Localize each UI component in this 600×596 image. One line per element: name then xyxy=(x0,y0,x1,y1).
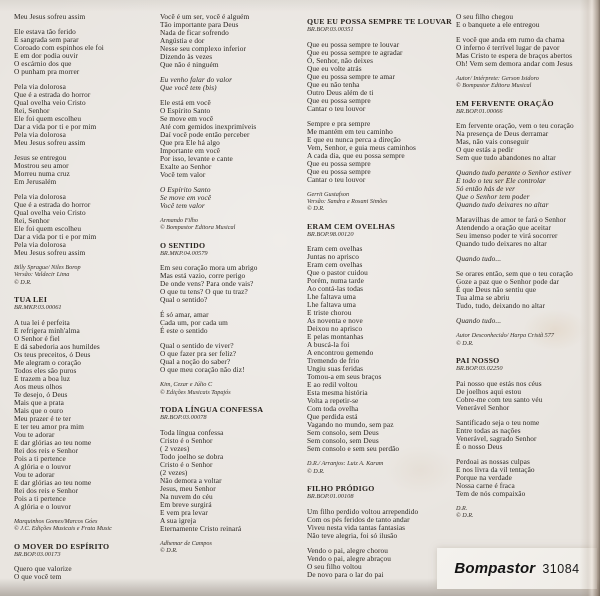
lyric-line: O inferno é terrível lugar de pavor xyxy=(456,43,560,52)
lyric-line: A encontrou gemendo xyxy=(307,348,374,358)
lyric-line: Em breve surgirá xyxy=(160,499,212,509)
song-title: TUA LEI xyxy=(14,295,48,305)
lyric-line: Tudo, tudo, deixando no altar xyxy=(456,301,545,311)
lyric-line: Te desejo, ó Deus xyxy=(14,389,68,399)
credit-line: © Edições Musicais Tapajós xyxy=(160,388,231,396)
lyric-line: O que tu tens? O que tu traz? xyxy=(160,287,248,297)
lyric-line: De novo para o lar do pai xyxy=(307,569,384,579)
lyrics-stanza xyxy=(160,342,302,374)
credit-line: D.R. xyxy=(456,504,468,512)
song-title: ERAM CEM OVELHAS xyxy=(307,221,396,231)
lyric-line: Me alegram o coração xyxy=(14,357,82,367)
lyric-line: Quero que valorize xyxy=(14,564,72,574)
song-title: FILHO PRÓDIGO xyxy=(307,484,375,494)
lyric-line: Você tem valor xyxy=(160,201,205,210)
lyric-line: Tremendo de frio xyxy=(307,356,360,366)
lyric-line: O seu filho voltou xyxy=(307,561,362,571)
lyric-line: Pai nosso que estás nos céus xyxy=(456,378,542,388)
lyric-line: Que eu possa sempre xyxy=(307,158,371,168)
credit-line: Autor Desconhecido/ Harpa Cristã 577 xyxy=(456,332,554,340)
lyrics-column-3 xyxy=(307,13,452,586)
lyric-line: Lhe faltava uma xyxy=(307,292,356,302)
credit-line: Billy Sprague/ Niles Borop xyxy=(14,264,81,271)
lyric-line: Que perdida está xyxy=(307,412,358,422)
lyric-line: Pela via dolorosa xyxy=(14,130,66,139)
lyric-line: Aos meus olhos xyxy=(14,381,63,391)
lyric-line: E o banquete a ele entregou xyxy=(456,20,540,29)
lyric-line: Mais que o ouro xyxy=(14,405,64,415)
credit-line: D.R./ Arranjos: Luiz A. Karam xyxy=(307,460,384,468)
song-credits xyxy=(456,332,598,347)
lyric-line: Seu imenso poder te virá socorrer xyxy=(456,231,558,241)
lyric-line: Quando tudo deixares no altar xyxy=(456,200,549,210)
lyric-line: É este o sentido xyxy=(160,326,208,336)
credit-line: © D.R. xyxy=(14,278,32,286)
credit-line: © J.C. Edições Musicais e Frata Music xyxy=(14,525,112,533)
lyrics-stanza xyxy=(307,547,449,579)
lyric-line: Outro Deus além de ti xyxy=(307,87,374,97)
lyric-line: Meu Jesus sofreu assim xyxy=(14,12,86,21)
lyrics-stanza xyxy=(456,216,598,248)
lyric-line: O Espírito Santo xyxy=(160,185,211,194)
lyric-line: Em seu coração mora um abrigo xyxy=(160,263,258,273)
lyric-line: Que eu volte atrás xyxy=(307,63,362,73)
lyric-line: Que é a estrada do horror xyxy=(14,90,91,99)
lyric-line: Rei dos reis e Senhor xyxy=(14,445,79,455)
lyric-line: E pelas montanhas xyxy=(307,332,364,342)
lyric-line: Não demora a voltar xyxy=(160,475,222,485)
lyric-line: Porque na verdade xyxy=(456,472,512,482)
credit-line: Marquinhos Gomes/Marcos Góes xyxy=(14,517,98,525)
catalog-number: BR.MKP.04.00579 xyxy=(160,249,208,257)
lyric-line: Tua alma se abriu xyxy=(456,293,510,303)
lyric-line: Nada de ficar sofrendo xyxy=(160,28,229,37)
song-credits xyxy=(160,217,302,232)
lyric-line: Lhe faltava uma xyxy=(307,300,356,310)
lyric-line: Coroado com espinhos ele foi xyxy=(14,43,104,52)
lyric-line: E vem pra levar xyxy=(160,507,208,517)
lyric-line: As noventa e nove xyxy=(307,316,363,326)
lyric-line: Pela via dolorosa xyxy=(14,240,66,249)
lyric-line: O que você tem xyxy=(14,572,62,582)
lyrics-stanza xyxy=(456,122,598,162)
lyric-line: ( 2 vezes) xyxy=(160,443,190,453)
lyric-line: Ungiu suas feridas xyxy=(307,364,364,374)
lyric-line: O que fazer pra ser feliz? xyxy=(160,349,237,359)
lyric-line: A cada dia, que eu possa sempre xyxy=(307,150,405,160)
lyrics-stanza xyxy=(14,193,156,257)
lyric-line: Que eu possa sempre xyxy=(307,95,371,105)
lyric-line: Você é um ser, você é alguém xyxy=(160,12,250,21)
song-credits xyxy=(160,381,302,396)
lyric-line: Sem consolo e sem seu perdão xyxy=(307,444,400,454)
lyric-line: Mais que a prata xyxy=(14,397,65,407)
credit-line: © D.R. xyxy=(456,339,474,347)
song-title: PAI NOSSO xyxy=(456,356,500,366)
lyric-line: Por isso, levante e cante xyxy=(160,154,233,163)
lyric-line: Sem consolo, sem Deus xyxy=(307,428,379,438)
credit-line: © D.R. xyxy=(456,512,474,520)
lyric-line: Oh! Vem sem demora andar com Jesus xyxy=(456,59,573,68)
lyric-line: Ao contá-las todas xyxy=(307,284,364,294)
lyrics-stanza xyxy=(160,99,302,179)
lyric-line: Mas, não vais conseguir xyxy=(456,137,529,147)
song-title: O MOVER DO ESPÍRITO xyxy=(14,541,110,551)
lyric-line: Que eu possa sempre te louvar xyxy=(307,39,400,49)
lyric-line: Deixou no aprisco xyxy=(307,324,363,334)
lyric-line: Jesus se entregou xyxy=(14,153,67,162)
lyric-line: Ele foi quem escolheu xyxy=(14,114,82,123)
credit-line: Adhemar de Campos xyxy=(160,539,212,547)
lyric-line: E você que anda em rumo da chama xyxy=(456,35,565,44)
lyric-line: Eu venho falar do valor xyxy=(160,75,233,84)
lyrics-stanza xyxy=(160,429,302,533)
lyric-line: Não teve alegria, foi só ilusão xyxy=(307,530,398,540)
lyric-line: Cristo é o Senhor xyxy=(160,435,213,445)
lyric-line: Rei dos reis e Senhor xyxy=(14,485,79,495)
lyric-line: Eram cem ovelhas xyxy=(307,260,363,270)
lyrics-stanza xyxy=(456,270,598,310)
lyric-line: Perdoai as nossas culpas xyxy=(456,456,530,466)
lyric-line: E em dor podia ouvir xyxy=(14,51,79,60)
label-logo-box xyxy=(437,548,597,589)
lyric-line: Quando tudo... xyxy=(456,254,502,264)
lyrics-stanza xyxy=(14,319,156,511)
lyric-line: Qual ovelha veio Cristo xyxy=(14,98,86,107)
lyric-line: Que o Senhor tem poder xyxy=(456,192,530,202)
lyric-line: Que eu possa sempre te amar xyxy=(307,71,395,81)
catalog-number: BR.BOP.03.00173 xyxy=(14,550,61,558)
song-title: TODA LÍNGUA CONFESSA xyxy=(160,405,264,415)
lyrics-stanza xyxy=(307,120,449,184)
lyric-line: É só amar, amar xyxy=(160,310,209,320)
lyric-line: Dar a vida por ti e por mim xyxy=(14,122,97,131)
lyric-line: Mostrou seu amor xyxy=(14,161,69,170)
lyric-line: Só então hás de ver xyxy=(456,184,516,194)
lyric-line: Quando tudo... xyxy=(456,316,502,326)
lyric-line: E sangrada sem parar xyxy=(14,35,79,44)
catalog-number: BR.BOP.03.02250 xyxy=(456,365,503,373)
lyric-line: Cantar o teu louvor xyxy=(307,174,366,184)
lyrics-stanza xyxy=(456,169,598,209)
lyrics-stanza xyxy=(160,13,302,69)
lyric-line: É que Deus não sentiu que xyxy=(456,285,537,295)
lyrics-stanza xyxy=(456,13,598,29)
lyrics-stanza xyxy=(14,154,156,186)
song-credits xyxy=(160,540,302,555)
lyric-line: Entre todas as nações xyxy=(456,425,521,435)
lyric-line: É o nosso Deus xyxy=(456,441,503,451)
lyric-line: Esta mesma história xyxy=(307,388,368,398)
lyric-line: Se move em você xyxy=(160,193,212,202)
lyric-line: Que o pastor cuidou xyxy=(307,268,368,278)
lyric-line: Porém, numa tarde xyxy=(307,276,365,286)
lyric-line: Que pra Ele há algo xyxy=(160,138,220,147)
lyric-line: Pela via dolorosa xyxy=(14,192,66,201)
song-credits xyxy=(307,191,449,213)
lyric-line: Pela via dolorosa xyxy=(14,82,66,91)
lyric-line: Atendendo a oração que aceitar xyxy=(456,223,551,233)
lyric-line: Tão importante para Deus xyxy=(160,20,239,29)
lyric-line: Ó, Senhor, não deixes xyxy=(307,55,374,65)
lyric-line: Que não é ninguém xyxy=(160,60,219,69)
lyric-line: Com toda ovelha xyxy=(307,404,359,414)
lyrics-stanza xyxy=(456,380,598,412)
lyric-line: A tua lei é perfeita xyxy=(14,317,70,327)
credit-line: Armando Filho xyxy=(160,217,198,224)
lyric-line: Qual o sentido de viver? xyxy=(160,341,234,351)
lyric-line: Vem, Senhor, e guia meus caminhos xyxy=(307,142,416,152)
catalog-release-number: 31084 xyxy=(542,561,580,576)
lyric-line: Em Jerusalém xyxy=(14,177,57,186)
lyric-line: Vou te adorar xyxy=(14,429,55,439)
lyric-line: Quando tudo perante o Senhor estiver xyxy=(456,168,572,178)
lyric-line: E dar glórias ao teu nome xyxy=(14,477,92,487)
credit-line: Kim, Cezar e Júlio C xyxy=(160,381,213,389)
lyrics-stanza xyxy=(456,36,598,68)
lyric-line: Daí você pode então perceber xyxy=(160,130,250,139)
lyric-line: Vagando no mundo, sem paz xyxy=(307,420,394,430)
lyric-line: Juntas no aprisco xyxy=(307,252,359,262)
lyric-line: E nos livra da vil tentação xyxy=(456,464,535,474)
lyric-line: Vou te adorar xyxy=(14,469,55,479)
lyric-line: Dizendo às vezes xyxy=(160,52,213,61)
lyric-line: Quando tudo deixares no altar xyxy=(456,239,547,249)
lyric-line: E dá sabedoria aos humildes xyxy=(14,341,100,351)
lyric-line: Qual ovelha veio Cristo xyxy=(14,208,86,217)
lyric-line: Sempre e pra sempre xyxy=(307,118,371,128)
lyric-line: Qual o sentido? xyxy=(160,295,208,305)
song-credits xyxy=(14,518,156,533)
lyric-line: Angústia e dor xyxy=(160,36,205,45)
lyric-line: (2 vezes) xyxy=(160,467,188,477)
record-label-logo: Bompastor xyxy=(454,560,536,577)
lyric-line: Importante em você xyxy=(160,146,221,155)
lyric-line: O Espírito Santo xyxy=(160,106,211,115)
lyrics-stanza xyxy=(456,419,598,451)
lyric-line: Cada um, por cada um xyxy=(160,318,228,328)
lyrics-stanza xyxy=(14,83,156,147)
lyrics-stanza xyxy=(14,565,156,581)
lyric-line: Se move em você xyxy=(160,114,214,123)
lyric-line: Se orares então, sem que o teu coração xyxy=(456,269,573,279)
lyric-line: E que eu nunca perca a direção xyxy=(307,134,401,144)
catalog-number: BR.BOP.03.00351 xyxy=(307,26,354,33)
lyric-line: O que meu coração não diz! xyxy=(160,365,245,375)
lyric-line: Eram cem ovelhas xyxy=(307,244,363,254)
lyric-line: Que é a estrada do horror xyxy=(14,200,91,209)
lyric-line: Ele está em você xyxy=(160,98,211,107)
song-credits xyxy=(14,264,156,286)
lyric-line: Cobre-me com teu santo véu xyxy=(456,394,543,404)
lyrics-stanza xyxy=(160,311,302,335)
credit-line: © Bompastor Editora Musical xyxy=(160,224,236,232)
lyric-line: E dar glórias ao teu nome xyxy=(14,437,92,447)
lyric-line: Ele foi quem escolheu xyxy=(14,224,82,233)
lyric-line: De joelhos aqui estou xyxy=(456,386,522,396)
lyrics-stanza xyxy=(160,186,302,210)
lyric-line: Que eu possa sempre xyxy=(307,166,371,176)
lyric-line: Na nuvem do céu xyxy=(160,491,213,501)
lyric-line: Mas Cristo te espera de braços abertos xyxy=(456,51,573,60)
lyrics-stanza xyxy=(307,508,449,540)
lyric-line: Dar a vida por ti e por mim xyxy=(14,232,97,241)
catalog-number: BR.BOP.03.00078 xyxy=(160,414,207,422)
lyric-line: Me mantém em teu caminho xyxy=(307,126,393,136)
lyric-line: O que estás a pedir xyxy=(456,145,514,155)
lyrics-stanza xyxy=(14,28,156,76)
lyric-line: Qual a noção do saber? xyxy=(160,357,231,367)
lyric-line: E ao redil voltou xyxy=(307,380,358,390)
lyric-line: E triste chorou xyxy=(307,308,352,318)
lyric-line: Sem consolo, sem Deus xyxy=(307,436,379,446)
lyrics-column-2 xyxy=(160,13,302,563)
credit-line: Gerrit Gustafson xyxy=(307,190,350,198)
lyrics-stanza xyxy=(160,264,302,304)
lyric-line: Pois a ti pertence xyxy=(14,493,66,503)
lyric-line: O escárnio dos que xyxy=(14,59,72,68)
lyric-line: Vendo o pai, alegre chorou xyxy=(307,545,389,555)
lyric-line: A glória e o louvor xyxy=(14,461,72,471)
lyric-line: Todos eles são puros xyxy=(14,365,77,375)
lyric-line: Meu prazer é te ter xyxy=(14,413,71,423)
song-credits xyxy=(456,505,598,520)
lyric-line: De onde vens? Para onde vais? xyxy=(160,279,254,289)
song-title: EM FERVENTE ORAÇÃO xyxy=(456,98,554,108)
lyrics-stanza xyxy=(456,458,598,498)
song-credits xyxy=(456,75,598,90)
lyric-line: Tem de nós compaixão xyxy=(456,488,526,498)
catalog-number: BR.BOP.01.00066 xyxy=(456,107,503,115)
credit-line: Versão: Sandra e Rosani Simões xyxy=(307,197,388,205)
lyrics-column-1 xyxy=(14,13,156,588)
credit-line: © D.R. xyxy=(160,547,178,555)
lyric-line: Maravilhas de amor te fará o Senhor xyxy=(456,215,567,225)
lyric-line: Pois a ti pertence xyxy=(14,453,66,463)
credit-line: © D.R. xyxy=(307,205,325,213)
lyric-line: Viveu nesta vida tantas fantasias xyxy=(307,522,406,532)
lyric-line: O Senhor é fiel xyxy=(14,333,60,343)
lyric-line: Você tem valor xyxy=(160,170,206,179)
lyric-line: Mas está vazio, corre perigo xyxy=(160,271,246,281)
lyric-line: O punham pra morrer xyxy=(14,67,80,76)
lyric-line: Ele estava tão ferido xyxy=(14,27,76,36)
lyric-line: Sem que tudo abandones no altar xyxy=(456,153,556,163)
lyrics-stanza xyxy=(307,41,449,113)
song-credits xyxy=(307,460,449,475)
lyric-line: Volta a repetir-se xyxy=(307,396,359,406)
lyric-line: Rei, Senhor xyxy=(14,106,50,115)
lyric-line: Que eu possa sempre te agradar xyxy=(307,47,403,57)
lyric-line: Morreu numa cruz xyxy=(14,169,70,178)
catalog-number: BR.BOP.98.00120 xyxy=(307,230,354,238)
credit-line: Autor/ Intérprete: Gerson Isidoro xyxy=(456,75,539,82)
lyric-line: Rei, Senhor xyxy=(14,216,50,225)
lyric-line: Que eu não tenha xyxy=(307,79,360,89)
lyrics-stanza xyxy=(14,13,156,21)
song-title: QUE EU POSSA SEMPRE TE LOUVAR xyxy=(307,17,452,26)
lyric-line: E trazem a boa luz xyxy=(14,373,71,383)
lyric-line: Tomou-a em seus braços xyxy=(307,372,382,382)
lyric-line: Goze a paz que o Senhor pode dar xyxy=(456,277,560,287)
lyric-line: A buscá-la foi xyxy=(307,340,350,350)
lyric-line: E refrigera minh'alma xyxy=(14,325,80,335)
lyric-line: Os teus preceitos, ó Deus xyxy=(14,349,91,359)
lyric-line: Todo joelho se dobra xyxy=(160,451,224,461)
lyrics-stanza xyxy=(307,245,449,453)
lyric-line: E todo o teu ser Ele controlar xyxy=(456,176,546,186)
lyric-line: A sua igreja xyxy=(160,515,197,525)
lyric-line: Meu Jesus sofreu assim xyxy=(14,138,86,147)
credit-line: © D.R. xyxy=(307,467,325,475)
lyrics-stanza xyxy=(456,255,598,263)
lyric-line: Santificado seja o teu nome xyxy=(456,417,540,427)
lyric-line: Cristo é o Senhor xyxy=(160,459,213,469)
lyric-line: E ter teu amor pra mim xyxy=(14,421,85,431)
lyric-line: Vendo o pai, alegre abraçou xyxy=(307,553,391,563)
lyric-line: Venerável, sagrado Senhor xyxy=(456,433,537,443)
lyric-line: Toda língua confessa xyxy=(160,427,224,437)
lyric-line: O seu filho chegou xyxy=(456,12,514,21)
lyric-line: Jesus, meu Senhor xyxy=(160,483,216,493)
lyric-line: Em fervente oração, vem o teu coração xyxy=(456,121,574,131)
catalog-number: BR.MKP.03.00061 xyxy=(14,304,62,312)
lyric-line: Nesse seu complexo inferior xyxy=(160,44,246,53)
lyrics-stanza xyxy=(456,317,598,325)
lyric-line: Meu Jesus sofreu assim xyxy=(14,248,86,257)
lyric-line: Um filho perdido voltou arrependido xyxy=(307,506,419,516)
credit-line: Versão: Valdecir Lima xyxy=(14,271,70,279)
song-title: O SENTIDO xyxy=(160,240,206,250)
lyric-line: Nossa carne é fraca xyxy=(456,480,515,490)
lyric-line: Cantar o teu louvor xyxy=(307,103,366,113)
catalog-number: BR.BOP.01.00108 xyxy=(307,493,354,501)
lyric-line: Na presença de Deus derramar xyxy=(456,129,549,139)
lyric-line: Até com gemidos inexprimíveis xyxy=(160,122,257,131)
lyrics-column-4 xyxy=(456,13,598,528)
lyric-line: Que você tem (bis) xyxy=(160,83,217,92)
lyric-line: Com os pés feridos de tanto andar xyxy=(307,514,410,524)
lyric-line: Exalte ao Senhor xyxy=(160,162,212,171)
lyric-line: Eternamente Cristo reinará xyxy=(160,523,242,533)
credit-line: © Bompastor Editora Musical xyxy=(456,82,532,90)
lyric-line: Venerável Senhor xyxy=(456,402,510,412)
lyrics-stanza xyxy=(160,76,302,92)
lyric-line: A glória e o louvor xyxy=(14,501,72,511)
